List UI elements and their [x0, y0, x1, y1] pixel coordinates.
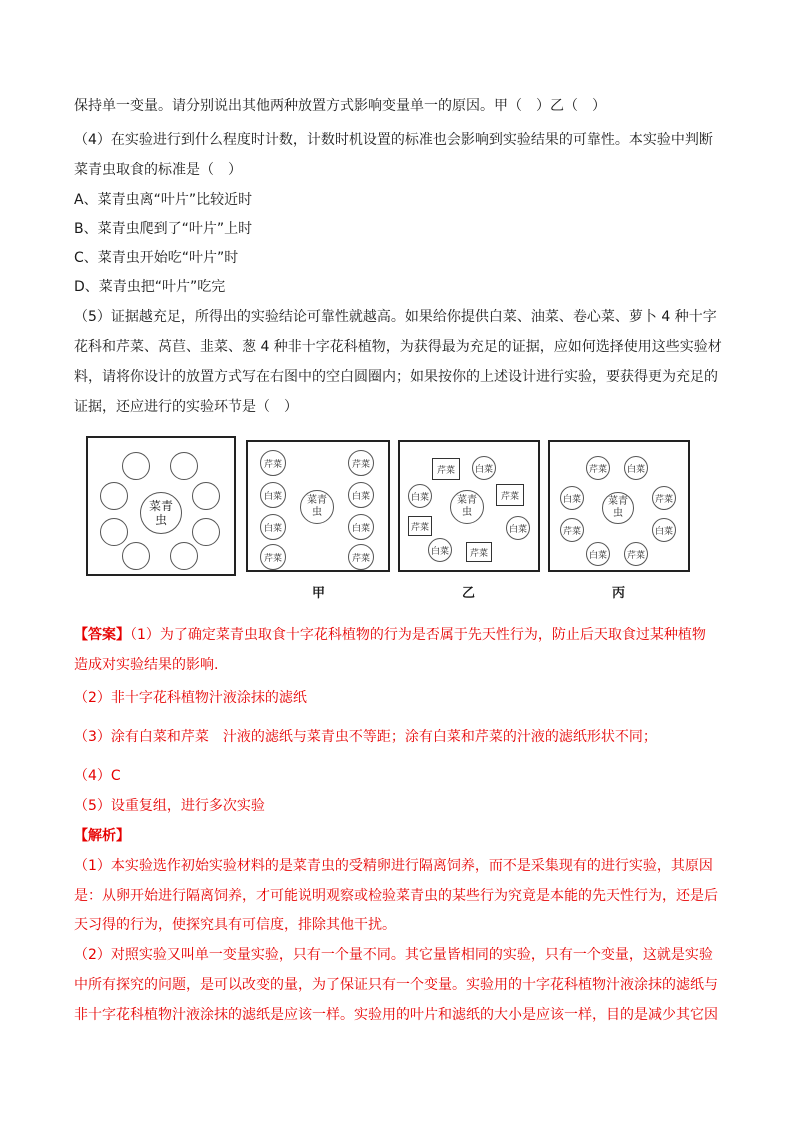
caption-bing: 丙	[612, 586, 626, 601]
caption-yi: 乙	[462, 586, 476, 601]
leaf-circle: 芹菜	[260, 544, 286, 570]
analysis-line: 天习得的行为，使探究具有可信度，排除其他干扰。	[74, 917, 396, 933]
leaf-circle: 白菜	[624, 456, 648, 480]
leaf-circle: 芹菜	[348, 544, 374, 570]
leaf-circle: 白菜	[506, 516, 530, 540]
caption-jia: 甲	[312, 586, 326, 601]
blank-circle[interactable]	[100, 482, 128, 510]
panel-bing	[548, 440, 690, 572]
analysis-line: 中所有探究的问题，是可以改变的量，为了保证只有一个变量。实验用的十字花科植物汁液涂抹的滤纸与	[74, 977, 718, 993]
answer-tag: 【答案】	[74, 627, 130, 643]
question-5: （5）证据越充足，所得出的实验结论可靠性就越高。如果给你提供白菜、油菜、卷心菜、萝卜 4 种十字	[74, 309, 717, 325]
analysis-line: 是：从卵开始进行隔离饲养，才可能说明观察或检验菜青虫的某些行为究竟是本能的先天性行为，还是后	[74, 888, 718, 904]
leaf-circle: 白菜	[260, 514, 286, 540]
answer-3: （3）涂有白菜和芹菜 汁液的滤纸与菜青虫不等距；涂有白菜和芹菜的汁液的滤纸形状不同；	[74, 729, 657, 745]
leaf-circle: 白菜	[348, 482, 374, 508]
analysis-line: 非十字花科植物汁液涂抹的滤纸是应该一样。实验用的叶片和滤纸的大小是应该一样，目的是减少其它因	[74, 1007, 718, 1023]
leaf-circle: 白菜	[428, 538, 452, 562]
option-b: B、菜青虫爬到了“叶片”上时	[74, 221, 253, 237]
leaf-square: 芹菜	[408, 516, 432, 536]
leaf-circle: 芹菜	[624, 542, 648, 566]
answer-line: 造成对实验结果的影响.	[74, 657, 219, 673]
leaf-circle: 白菜	[472, 456, 496, 480]
question-line: 料，请将你设计的放置方式写在右图中的空白圆圈内；如果按你的上述设计进行实验，要获得更为充足的	[74, 369, 718, 385]
leaf-circle: 白菜	[348, 514, 374, 540]
experiment-figure	[86, 436, 726, 606]
blank-circle[interactable]	[100, 518, 128, 546]
option-d: D、菜青虫把“叶片”吃完	[74, 279, 226, 295]
answer-4: （4）C	[74, 768, 121, 784]
question-line: 证据，还应进行的实验环节是（ ）	[74, 399, 298, 415]
blank-circle[interactable]	[192, 482, 220, 510]
question-line: 花科和芹菜、莴苣、韭菜、葱 4 种非十字花科植物，为获得最为充足的证据，应如何选择使用这些实验材	[74, 339, 722, 355]
blank-circle[interactable]	[122, 542, 150, 570]
blank-circle[interactable]	[170, 452, 198, 480]
blank-design-panel	[86, 436, 236, 576]
blank-circle[interactable]	[192, 518, 220, 546]
leaf-circle: 芹菜	[348, 450, 374, 476]
blank-circle[interactable]	[170, 542, 198, 570]
analysis-line: （2）对照实验又叫单一变量实验，只有一个量不同。其它量皆相同的实验，只有一个变量，这就是实验	[74, 947, 713, 963]
center-caterpillar: 菜青虫	[300, 490, 334, 524]
leaf-circle: 白菜	[560, 486, 584, 510]
leaf-square: 芹菜	[466, 542, 492, 562]
question-4: （4）在实验进行到什么程度时计数，计数时机设置的标准也会影响到实验结果的可靠性。本实验中判断	[74, 132, 713, 148]
leaf-circle: 白菜	[652, 518, 676, 542]
answer-2: （2）非十字花科植物汁液涂抹的滤纸	[74, 690, 307, 706]
leaf-circle: 芹菜	[560, 518, 584, 542]
leaf-circle: 白菜	[260, 482, 286, 508]
center-caterpillar: 菜青虫	[140, 492, 182, 534]
answer-line-1: 【答案】（1）为了确定菜青虫取食十字花科植物的行为是否属于先天性行为，防止后天取食过某种植物	[74, 627, 706, 643]
center-caterpillar: 菜青虫	[450, 490, 484, 524]
question-line: 菜青虫取食的标准是（ ）	[74, 162, 242, 178]
analysis-tag: 【解析】	[74, 828, 130, 844]
leaf-square: 芹菜	[432, 458, 460, 480]
answer-5: （5）设重复组，进行多次实验	[74, 798, 265, 814]
leaf-circle: 芹菜	[586, 456, 610, 480]
leaf-circle: 芹菜	[652, 486, 676, 510]
center-caterpillar: 菜青虫	[602, 492, 634, 524]
leaf-circle: 白菜	[586, 542, 610, 566]
panel-jia	[246, 440, 390, 572]
option-a: A、菜青虫离“叶片”比较近时	[74, 192, 253, 208]
question-line: 保持单一变量。请分别说出其他两种放置方式影响变量单一的原因。甲（ ）乙（ ）	[74, 98, 606, 114]
blank-circle[interactable]	[122, 452, 150, 480]
leaf-square: 芹菜	[496, 484, 524, 506]
analysis-line: （1）本实验选作初始实验材料的是菜青虫的受精卵进行隔离饲养，而不是采集现有的进行实验，其原因	[74, 858, 713, 874]
leaf-circle: 芹菜	[260, 450, 286, 476]
leaf-circle: 白菜	[408, 484, 432, 508]
option-c: C、菜青虫开始吃“叶片”时	[74, 250, 239, 266]
panel-yi	[398, 440, 540, 572]
